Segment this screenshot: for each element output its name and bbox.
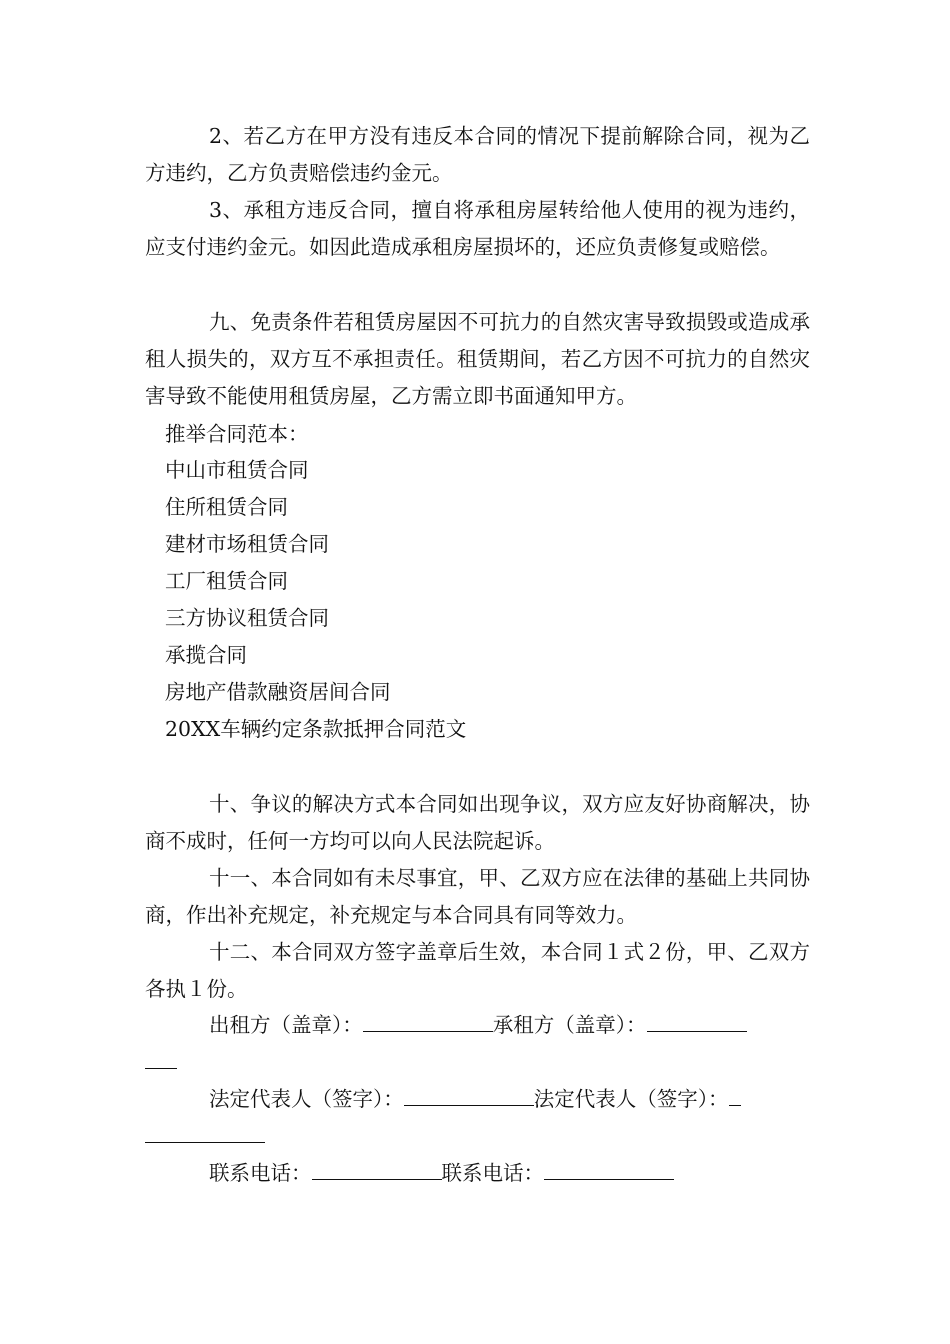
phone1-blank[interactable] [312, 1157, 442, 1180]
recommend-item[interactable]: 建材市场租赁合同 [165, 532, 329, 556]
lessee-rep-label: 法定代表人（签字）： [533, 1087, 729, 1111]
rep-line-continued [145, 1118, 265, 1155]
lessor-rep-label: 法定代表人（签字）： [209, 1087, 404, 1111]
lessee-seal-blank[interactable] [647, 1009, 747, 1032]
clause-8-2: 2、若乙方在甲方没有违反本合同的情况下提前解除合同，视为乙方违约，乙方负责赔偿违约金元。 [145, 124, 810, 185]
clause-10-dispute: 十、争议的解决方式本合同如出现争议，双方应友好协商解决，协商不成时，任何一方均可以向人民法院起诉。 [145, 792, 810, 853]
lessee-rep-blank[interactable] [729, 1083, 741, 1106]
lessee-rep-blank-cont[interactable] [145, 1120, 265, 1143]
lessor-seal-blank[interactable] [363, 1009, 493, 1032]
phone-line [145, 1155, 810, 1192]
phone1-label: 联系电话： [209, 1161, 312, 1185]
lessor-seal-label: 出租方（盖章）： [209, 1013, 363, 1037]
recommend-item[interactable]: 中山市租赁合同 [165, 458, 309, 482]
recommend-item[interactable]: 20XX车辆约定条款抵押合同范文 [165, 717, 467, 741]
seal-line [145, 1007, 810, 1044]
phone2-blank[interactable] [544, 1157, 674, 1180]
recommend-item[interactable]: 房地产借款融资居间合同 [165, 680, 391, 704]
clause-9-exemption: 九、免责条件若租赁房屋因不可抗力的自然灾害导致损毁或造成承租人损失的，双方互不承担责任。租赁期间，若乙方因不可抗力的自然灾害导致不能使用租赁房屋，乙方需立即书面通知甲方。 [145, 310, 810, 408]
rep-line [145, 1081, 810, 1118]
clause-12-effective: 十二、本合同双方签字盖章后生效，本合同１式２份，甲、乙双方各执１份。 [145, 940, 810, 1001]
recommend-heading: 推举合同范本： [165, 422, 309, 446]
lessor-rep-blank[interactable] [404, 1083, 534, 1106]
lessee-seal-blank-cont[interactable] [145, 1046, 177, 1069]
recommend-item[interactable]: 工厂租赁合同 [165, 569, 288, 593]
clause-11-supplement: 十一、本合同如有未尽事宜，甲、乙双方应在法律的基础上共同协商，作出补充规定，补充规定与本合同具有同等效力。 [145, 866, 810, 927]
seal-line-continued [145, 1044, 177, 1081]
recommend-item[interactable]: 承揽合同 [165, 643, 247, 667]
recommend-item[interactable]: 住所租赁合同 [165, 495, 288, 519]
recommend-item[interactable]: 三方协议租赁合同 [165, 606, 329, 630]
lessee-seal-label: 承租方（盖章）： [492, 1013, 647, 1037]
clause-8-3: 3、承租方违反合同，擅自将承租房屋转给他人使用的视为违约，应支付违约金元。如因此造成承租房屋损坏的，还应负责修复或赔偿。 [145, 198, 810, 259]
phone2-label: 联系电话： [441, 1161, 544, 1185]
